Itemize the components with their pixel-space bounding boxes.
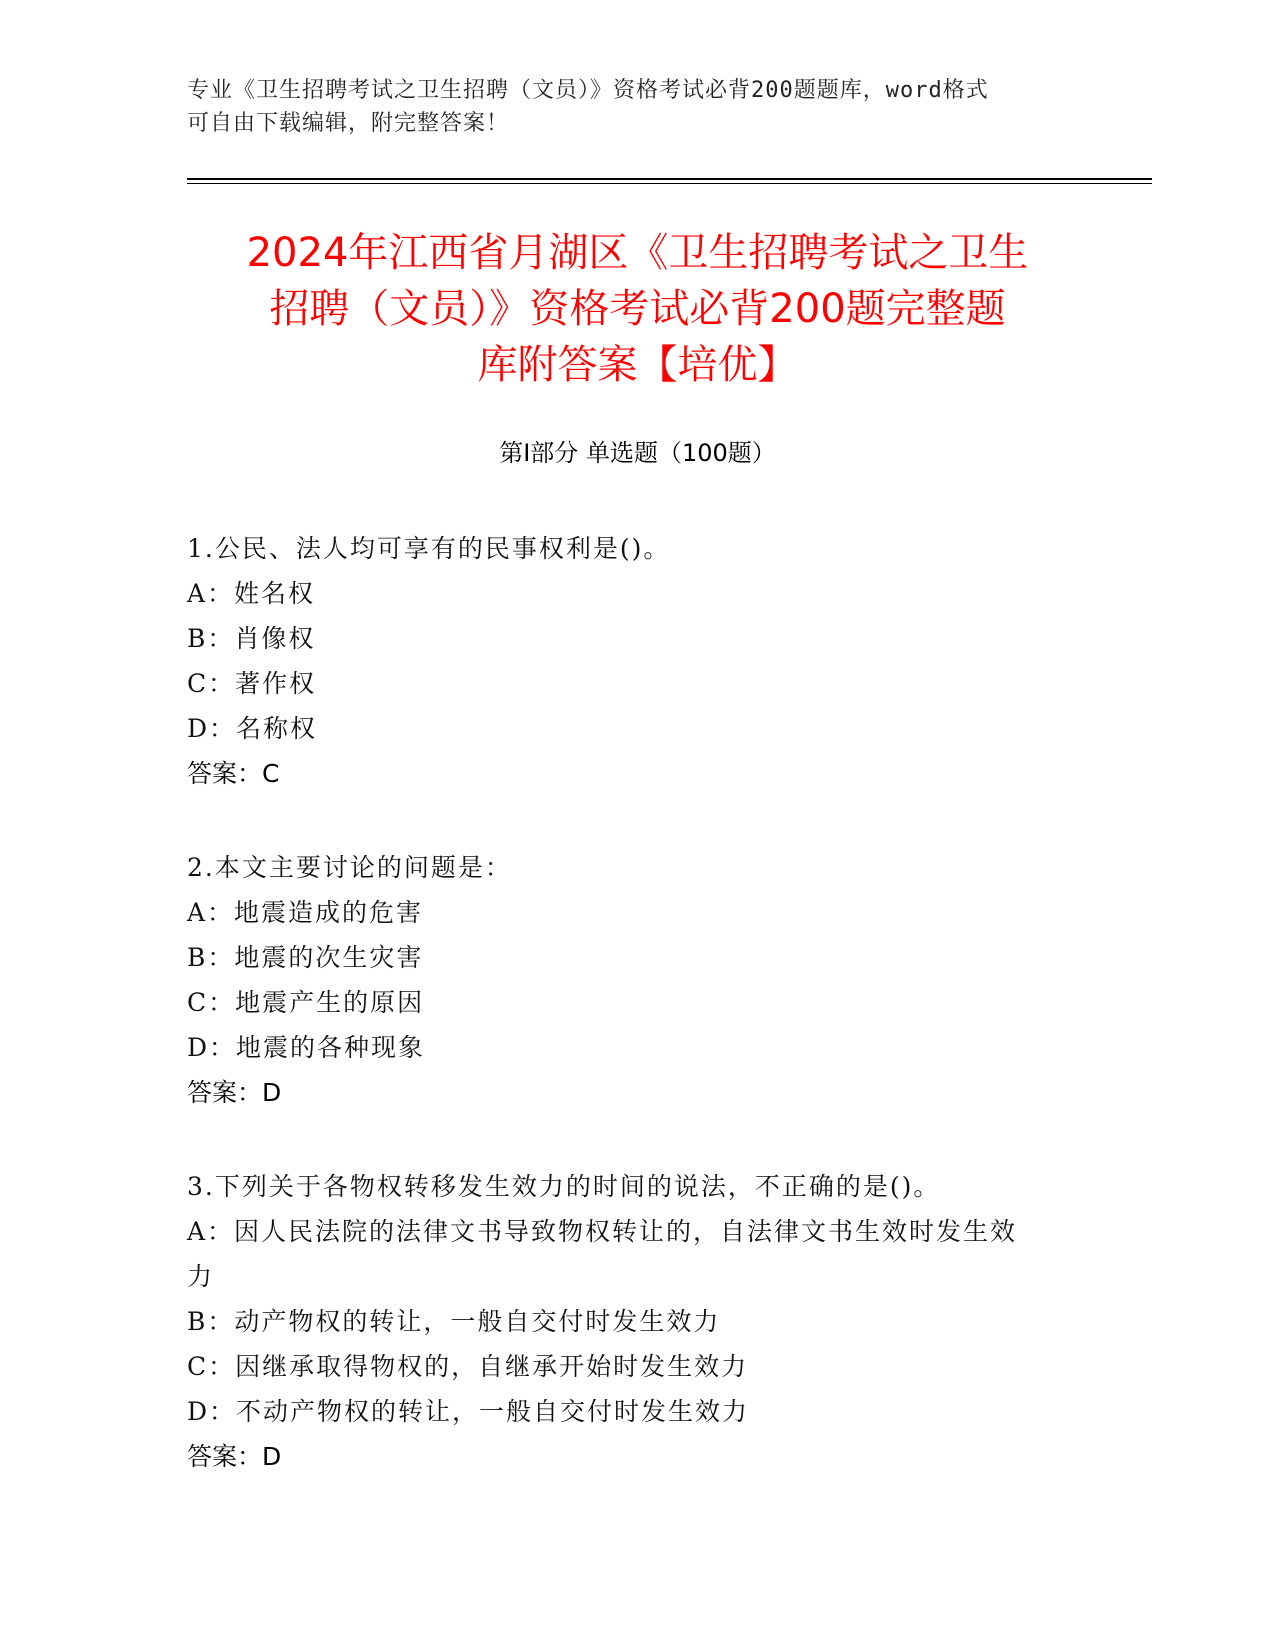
title-line: 库附答案【培优】 [477, 342, 798, 388]
question-stem: 2.本文主要讨论的问题是： [187, 853, 512, 882]
question-block [187, 526, 1087, 796]
header-note-line: 可自由下载编辑，附完整答案！ [187, 111, 510, 136]
title-line: 招聘（文员）》资格考试必背200题完整题 [269, 286, 1006, 332]
option-d: D：地震的各种现象 [187, 1033, 426, 1062]
question-stem: 3.下列关于各物权转移发生效力的时间的说法，不正确的是()。 [187, 1172, 941, 1201]
option-c: C：因继承取得物权的，自继承开始时发生效力 [187, 1352, 749, 1381]
question-block [187, 845, 1087, 1115]
option-d: D：名称权 [187, 714, 318, 743]
answer-line: 答案：D [187, 1078, 282, 1107]
option-b: B：地震的次生灾害 [187, 943, 424, 972]
option-c: C：著作权 [187, 669, 317, 698]
question-block [187, 1164, 1087, 1479]
header-divider-thin [187, 183, 1152, 184]
option-a-continued: 力 [187, 1262, 215, 1291]
answer-line: 答案：D [187, 1442, 282, 1471]
section-heading: 第Ⅰ部分 单选题（100题） [499, 439, 776, 467]
header-note [187, 74, 1067, 140]
option-d: D：不动产物权的转让，一般自交付时发生效力 [187, 1397, 750, 1426]
option-c: C：地震产生的原因 [187, 988, 425, 1017]
option-a: A：因人民法院的法律文书导致物权转让的，自法律文书生效时发生效 [187, 1217, 1018, 1246]
question-stem: 1.公民、法人均可享有的民事权利是()。 [187, 534, 671, 563]
option-a: A：地震造成的危害 [187, 898, 424, 927]
header-divider [187, 178, 1152, 180]
option-b: B：肖像权 [187, 624, 316, 653]
document-title [160, 225, 1115, 393]
title-line: 2024年江西省月湖区《卫生招聘考试之卫生 [246, 230, 1029, 276]
header-note-line: 专业《卫生招聘考试之卫生招聘（文员）》资格考试必背200题题库，word格式 [187, 78, 989, 103]
option-a: A：姓名权 [187, 579, 316, 608]
option-b: B：动产物权的转让，一般自交付时发生效力 [187, 1307, 721, 1336]
answer-line: 答案：C [187, 759, 280, 788]
